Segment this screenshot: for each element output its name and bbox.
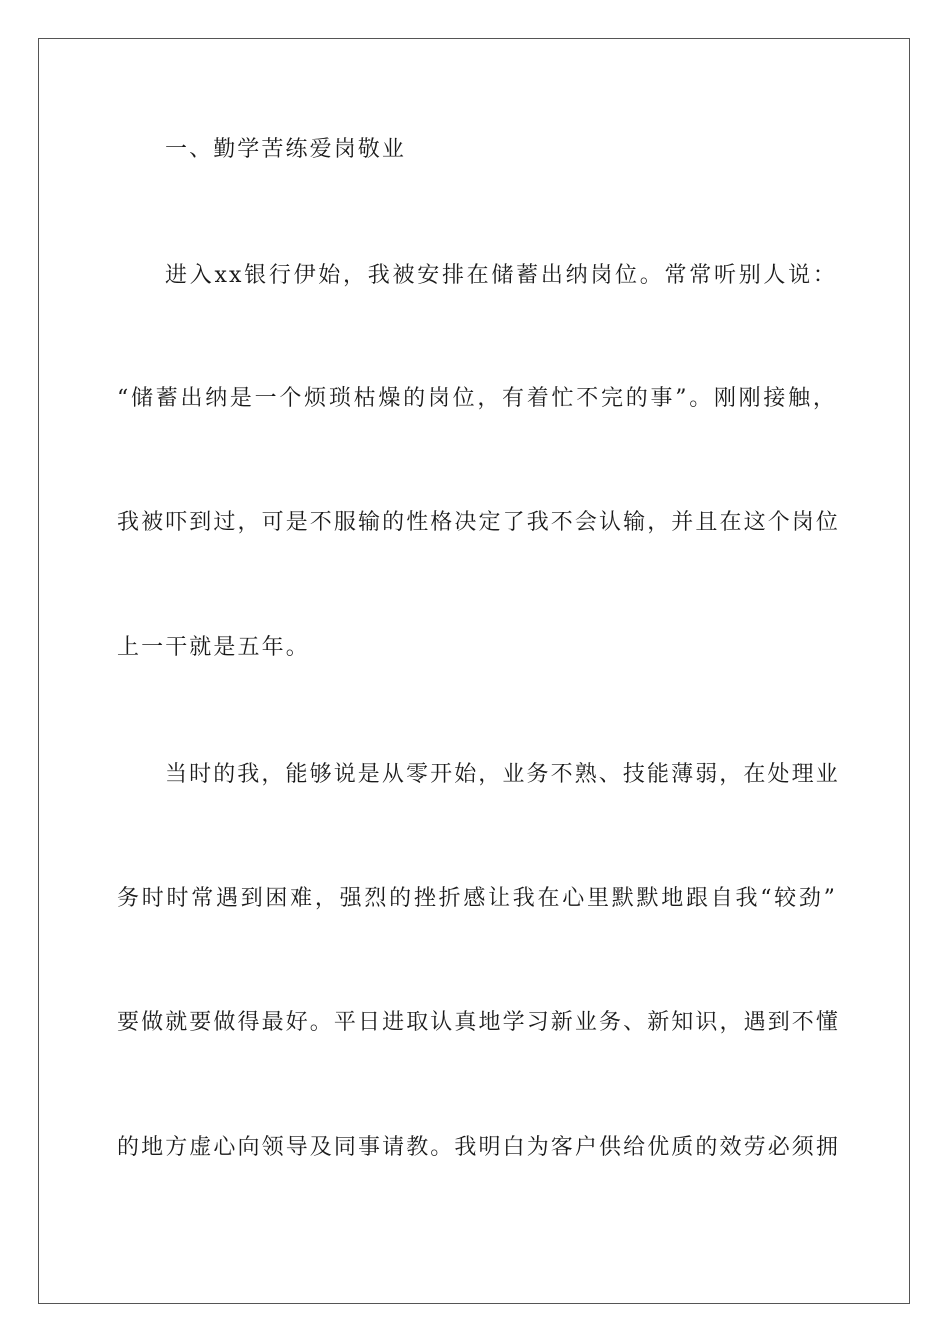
paragraph2-line4: 的地方虚心向领导及同事请教。我明白为客户供给优质的效劳必须拥 <box>117 1135 841 1160</box>
section-heading: 一、勤学苦练爱岗敬业 <box>165 137 407 162</box>
paragraph1-line1: 进入xx银行伊始，我被安排在储蓄出纳岗位。常常听别人说： <box>165 263 837 288</box>
paragraph2-line1: 当时的我，能够说是从零开始，业务不熟、技能薄弱，在处理业 <box>165 762 840 787</box>
paragraph2-line2: 务时时常遇到困难，强烈的挫折感让我在心里默默地跟自我“较劲” <box>117 886 837 911</box>
paragraph1-line4: 上一干就是五年。 <box>117 635 310 660</box>
paragraph2-line3: 要做就要做得最好。平日进取认真地学习新业务、新知识，遇到不懂 <box>117 1010 841 1035</box>
paragraph1-line3: 我被吓到过，可是不服输的性格决定了我不会认输，并且在这个岗位 <box>117 510 841 535</box>
paragraph1-line2: “储蓄出纳是一个烦琐枯燥的岗位，有着忙不完的事”。刚刚接触， <box>117 386 837 411</box>
page-border <box>38 38 910 1304</box>
